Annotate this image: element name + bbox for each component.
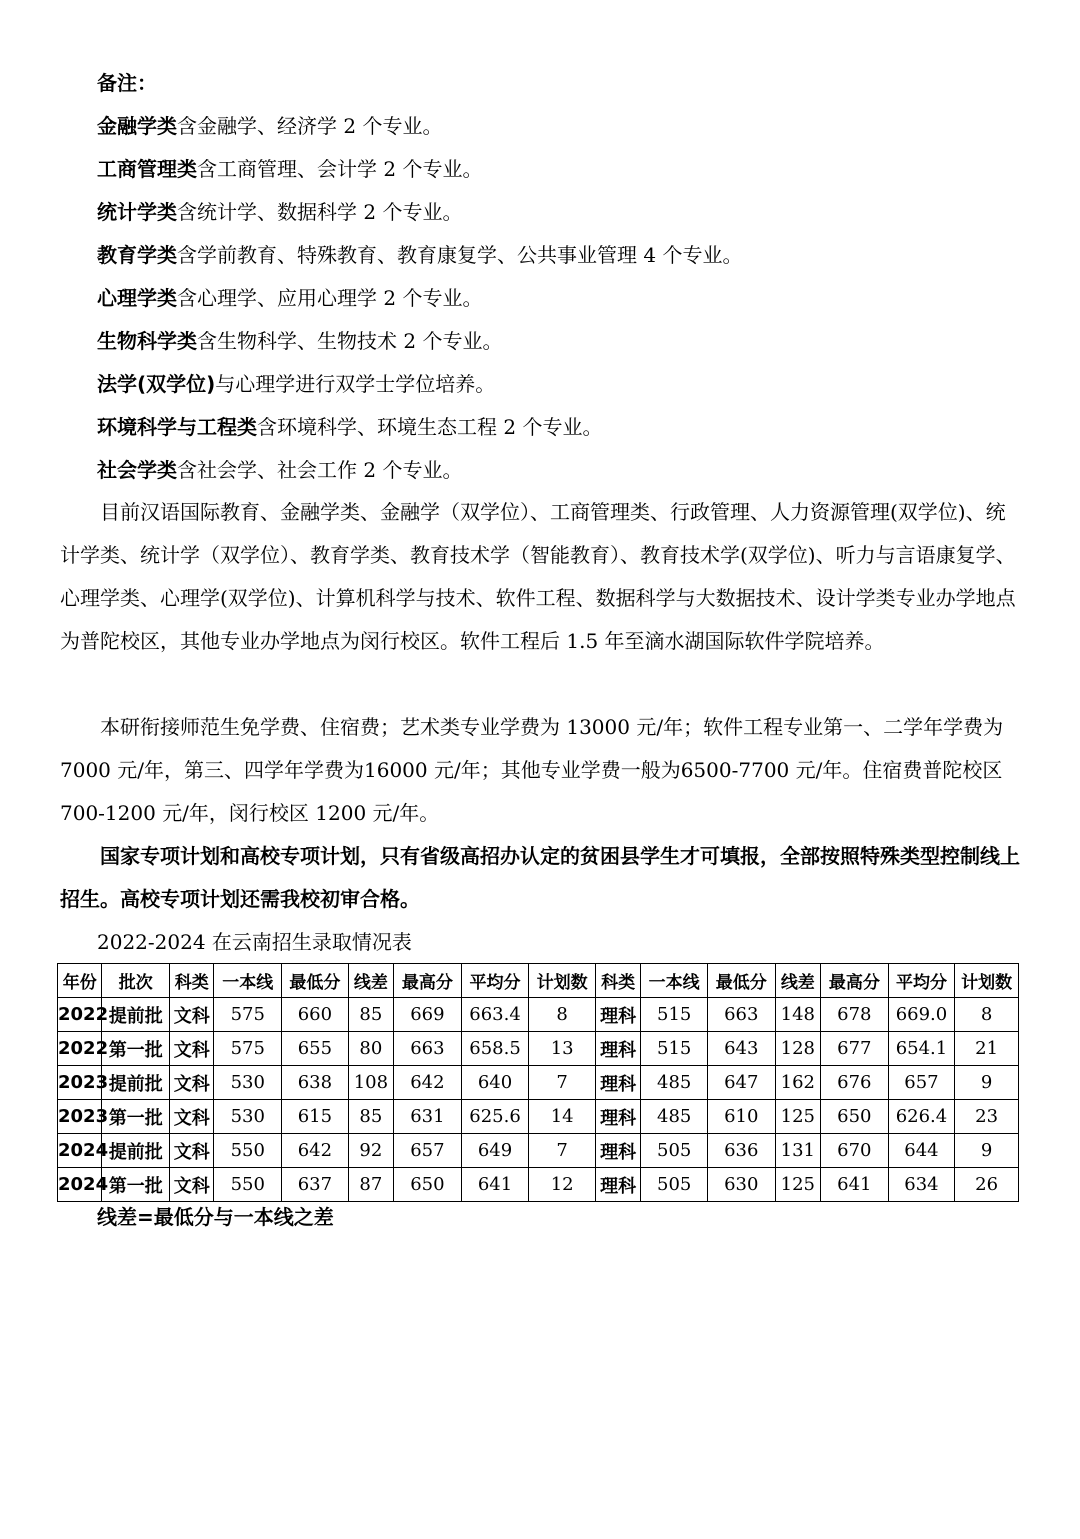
table-cell: 文科 — [170, 1168, 214, 1202]
fees-text: 本研衔接师范生免学费、住宿费；艺术类专业学费为 13000 元/年；软件工程专业第一、二学年学费为7000 元/年，第三、四学年学费为16000 元/年；其他专业学费一般为6500-7700 元/年。住宿费普陀校区 700-1200 元/年，闵行校区 1200 元/年。 — [60, 715, 1004, 825]
fees-paragraph — [60, 706, 1020, 835]
note-item — [97, 415, 602, 439]
table-cell: 9 — [955, 1134, 1019, 1168]
table-cell: 理科 — [595, 998, 640, 1032]
table-cell: 理科 — [595, 1168, 640, 1202]
table-cell: 85 — [348, 1100, 393, 1134]
column-header: 科类 — [595, 964, 640, 998]
table-cell: 80 — [348, 1032, 393, 1066]
note-text: 与心理学进行双学士学位培养。 — [215, 372, 496, 396]
note-text: 含环境科学、环境生态工程 2 个专业。 — [257, 415, 603, 439]
table-cell: 638 — [282, 1066, 349, 1100]
table-cell: 85 — [348, 998, 393, 1032]
table-cell: 2024 — [58, 1134, 102, 1168]
table-cell: 第一批 — [102, 1032, 170, 1066]
table-cell: 485 — [641, 1100, 708, 1134]
table-cell: 148 — [775, 998, 820, 1032]
table-cell: 162 — [775, 1066, 820, 1100]
table-cell: 663 — [707, 998, 775, 1032]
table-cell: 2023 — [58, 1066, 102, 1100]
campus-text: 目前汉语国际教育、金融学类、金融学（双学位）、工商管理类、行政管理、人力资源管理(双学位)、统计学类、统计学（双学位）、教育学类、教育技术学（智能教育）、教育技术学(双学位)、听力与言语康复学、心理学类、心理学(双学位)、计算机科学与技术、软件工程、数据科学与大数据技术、设计学类专业办学地点为普陀校区，其他专业办学地点为闵行校区。软件工程后 1.5 年至滴水湖国际软件学院培养。 — [60, 500, 1016, 653]
table-cell: 642 — [282, 1134, 349, 1168]
table-cell: 670 — [821, 1134, 889, 1168]
table-cell: 641 — [821, 1168, 889, 1202]
note-term: 法学(双学位) — [97, 372, 216, 396]
table-cell: 理科 — [595, 1100, 640, 1134]
note-item — [97, 372, 495, 396]
column-header: 最低分 — [707, 964, 775, 998]
table-cell: 提前批 — [102, 1066, 170, 1100]
column-header: 平均分 — [888, 964, 955, 998]
table-cell: 660 — [282, 998, 349, 1032]
note-item — [97, 157, 482, 181]
note-text: 含金融学、经济学 2 个专业。 — [177, 114, 443, 138]
table-cell: 文科 — [170, 1100, 214, 1134]
table-cell: 643 — [707, 1032, 775, 1066]
note-term: 工商管理类 — [97, 157, 197, 181]
table-cell: 14 — [529, 1100, 596, 1134]
table-cell: 21 — [955, 1032, 1019, 1066]
table-cell: 文科 — [170, 1134, 214, 1168]
table-cell: 第一批 — [102, 1168, 170, 1202]
table-cell: 649 — [461, 1134, 529, 1168]
table-cell: 26 — [955, 1168, 1019, 1202]
table-cell: 626.4 — [888, 1100, 955, 1134]
note-term: 金融学类 — [97, 114, 177, 138]
table-cell: 625.6 — [461, 1100, 529, 1134]
table-cell: 485 — [641, 1066, 708, 1100]
table-cell: 530 — [214, 1100, 282, 1134]
table-cell: 663 — [394, 1032, 462, 1066]
table-body — [58, 998, 1019, 1202]
table-header — [58, 964, 1019, 998]
table-cell: 2024 — [58, 1168, 102, 1202]
table-cell: 647 — [707, 1066, 775, 1100]
table-cell: 654.1 — [888, 1032, 955, 1066]
table-cell: 理科 — [595, 1032, 640, 1066]
column-header: 线差 — [775, 964, 820, 998]
note-item — [97, 200, 462, 224]
column-header: 一本线 — [641, 964, 708, 998]
table-cell: 理科 — [595, 1134, 640, 1168]
table-row — [58, 1168, 1019, 1202]
table-cell: 文科 — [170, 1032, 214, 1066]
table-cell: 515 — [641, 998, 708, 1032]
column-header: 最低分 — [282, 964, 349, 998]
table-cell: 提前批 — [102, 998, 170, 1032]
column-header: 科类 — [170, 964, 214, 998]
table-cell: 13 — [529, 1032, 596, 1066]
table-cell: 文科 — [170, 1066, 214, 1100]
table-row — [58, 1032, 1019, 1066]
note-text: 含心理学、应用心理学 2 个专业。 — [177, 286, 483, 310]
table-cell: 理科 — [595, 1066, 640, 1100]
table-cell: 640 — [461, 1066, 529, 1100]
note-term: 心理学类 — [97, 286, 177, 310]
table-cell: 575 — [214, 1032, 282, 1066]
column-header: 一本线 — [214, 964, 282, 998]
table-cell: 550 — [214, 1168, 282, 1202]
column-header: 平均分 — [461, 964, 529, 998]
table-cell: 515 — [641, 1032, 708, 1066]
note-text: 含生物科学、生物技术 2 个专业。 — [197, 329, 503, 353]
special-plan-paragraph — [60, 835, 1020, 921]
table-cell: 87 — [348, 1168, 393, 1202]
table-cell: 657 — [394, 1134, 462, 1168]
table-cell: 550 — [214, 1134, 282, 1168]
table-cell: 第一批 — [102, 1100, 170, 1134]
note-term: 社会学类 — [97, 458, 177, 482]
table-cell: 636 — [707, 1134, 775, 1168]
table-title: 2022-2024 在云南招生录取情况表 — [97, 930, 412, 954]
note-text: 含社会学、社会工作 2 个专业。 — [177, 458, 463, 482]
table-cell: 2023 — [58, 1100, 102, 1134]
table-footnote: 线差=最低分与一本线之差 — [97, 1205, 334, 1229]
admission-table — [57, 963, 1019, 1202]
table-cell: 12 — [529, 1168, 596, 1202]
column-header: 最高分 — [394, 964, 462, 998]
table-cell: 634 — [888, 1168, 955, 1202]
table-cell: 630 — [707, 1168, 775, 1202]
table-cell: 128 — [775, 1032, 820, 1066]
column-header: 年份 — [58, 964, 102, 998]
note-item — [97, 286, 482, 310]
note-term: 生物科学类 — [97, 329, 197, 353]
table-cell: 657 — [888, 1066, 955, 1100]
table-cell: 663.4 — [461, 998, 529, 1032]
table-cell: 641 — [461, 1168, 529, 1202]
table-cell: 658.5 — [461, 1032, 529, 1066]
table-cell: 610 — [707, 1100, 775, 1134]
table-cell: 2022 — [58, 1032, 102, 1066]
table-cell: 530 — [214, 1066, 282, 1100]
table-cell: 615 — [282, 1100, 349, 1134]
note-item — [97, 243, 742, 267]
table-cell: 669 — [394, 998, 462, 1032]
table-cell: 631 — [394, 1100, 462, 1134]
table-row — [58, 1100, 1019, 1134]
table-row — [58, 998, 1019, 1032]
table-cell: 637 — [282, 1168, 349, 1202]
table-cell: 文科 — [170, 998, 214, 1032]
table-cell: 9 — [955, 1066, 1019, 1100]
table-cell: 92 — [348, 1134, 393, 1168]
column-header: 计划数 — [529, 964, 596, 998]
note-text: 含学前教育、特殊教育、教育康复学、公共事业管理 4 个专业。 — [177, 243, 743, 267]
column-header: 批次 — [102, 964, 170, 998]
table-cell: 7 — [529, 1066, 596, 1100]
table-cell: 642 — [394, 1066, 462, 1100]
note-item — [97, 114, 442, 138]
note-text: 含工商管理、会计学 2 个专业。 — [197, 157, 483, 181]
special-plan-text: 国家专项计划和高校专项计划，只有省级高招办认定的贫困县学生才可填报，全部按照特殊类型控制线上招生。高校专项计划还需我校初审合格。 — [60, 844, 1020, 911]
table-cell: 505 — [641, 1134, 708, 1168]
table-cell: 131 — [775, 1134, 820, 1168]
table-cell: 108 — [348, 1066, 393, 1100]
table-row — [58, 1134, 1019, 1168]
table-cell: 669.0 — [888, 998, 955, 1032]
table-cell: 8 — [529, 998, 596, 1032]
table-cell: 505 — [641, 1168, 708, 1202]
table-cell: 650 — [394, 1168, 462, 1202]
table-cell: 678 — [821, 998, 889, 1032]
table-cell: 575 — [214, 998, 282, 1032]
note-term: 环境科学与工程类 — [97, 415, 257, 439]
note-item — [97, 329, 502, 353]
note-item — [97, 458, 462, 482]
campus-paragraph — [60, 491, 1020, 663]
table-cell: 644 — [888, 1134, 955, 1168]
table-cell: 提前批 — [102, 1134, 170, 1168]
table-cell: 23 — [955, 1100, 1019, 1134]
table-cell: 677 — [821, 1032, 889, 1066]
note-term: 教育学类 — [97, 243, 177, 267]
table-cell: 125 — [775, 1168, 820, 1202]
column-header: 计划数 — [955, 964, 1019, 998]
table-cell: 650 — [821, 1100, 889, 1134]
table-cell: 125 — [775, 1100, 820, 1134]
note-text: 含统计学、数据科学 2 个专业。 — [177, 200, 463, 224]
note-term: 统计学类 — [97, 200, 177, 224]
table-row — [58, 1066, 1019, 1100]
table-cell: 676 — [821, 1066, 889, 1100]
notes-heading: 备注： — [97, 71, 157, 95]
table-cell: 2022 — [58, 998, 102, 1032]
column-header: 线差 — [348, 964, 393, 998]
column-header: 最高分 — [821, 964, 889, 998]
table-cell: 7 — [529, 1134, 596, 1168]
table-cell: 655 — [282, 1032, 349, 1066]
table-cell: 8 — [955, 998, 1019, 1032]
header-row — [58, 964, 1019, 998]
